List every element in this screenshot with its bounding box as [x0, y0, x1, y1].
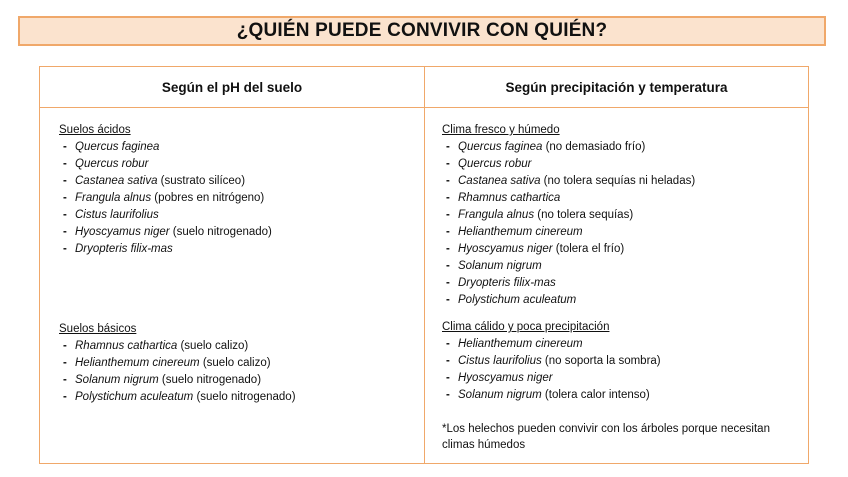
- group-title: Suelos básicos: [59, 323, 137, 335]
- species-note: (sustrato silíceo): [157, 175, 246, 187]
- species-name: Polystichum aculeatum: [458, 294, 577, 306]
- species-note: (tolera calor intenso): [541, 389, 650, 401]
- species-name: Solanum nigrum: [458, 389, 542, 401]
- species-list: [59, 139, 419, 258]
- footnote: *Los helechos pueden convivir con los árboles porque necesitan climas húmedos: [442, 423, 770, 451]
- species-name: Hyoscyamus niger: [458, 372, 553, 384]
- list-item: [59, 241, 419, 258]
- species-name: Polystichum aculeatum: [75, 391, 194, 403]
- species-note: (tolera el frío): [552, 243, 625, 255]
- list-item: [442, 207, 802, 224]
- page-title: ¿QUIÉN PUEDE CONVIVIR CON QUIÉN?: [18, 16, 826, 46]
- species-name: Rhamnus cathartica: [458, 192, 561, 204]
- species-name: Cistus laurifolius: [75, 209, 159, 221]
- group-basic-soils: [59, 321, 419, 406]
- species-note: (no demasiado frío): [542, 141, 646, 153]
- header-climate: Según precipitación y temperatura: [505, 79, 728, 95]
- species-note: (suelo nitrogenado): [169, 226, 272, 238]
- group-title: Clima cálido y poca precipitación: [442, 321, 610, 333]
- header-ph: Según el pH del suelo: [161, 79, 303, 95]
- column-divider: [424, 67, 425, 463]
- group-acid-soils: [59, 122, 419, 258]
- list-item: [442, 224, 802, 241]
- species-note: (suelo calizo): [199, 357, 271, 369]
- group-title: Suelos ácidos: [59, 124, 131, 136]
- list-item: [442, 353, 802, 370]
- species-name: Helianthemum cinereum: [458, 226, 583, 238]
- list-item: [59, 372, 419, 389]
- list-item: [59, 338, 419, 355]
- species-name: Solanum nigrum: [75, 374, 159, 386]
- list-item: [59, 173, 419, 190]
- list-item: [59, 389, 419, 406]
- list-item: [442, 156, 802, 173]
- species-note: (suelo nitrogenado): [158, 374, 262, 386]
- list-item: [59, 224, 419, 241]
- comparison-table: [39, 66, 809, 464]
- list-item: [442, 139, 802, 156]
- species-name: Quercus faginea: [458, 141, 543, 153]
- species-name: Castanea sativa: [75, 175, 158, 187]
- group-warm-dry: [442, 319, 802, 404]
- species-note: (suelo calizo): [177, 340, 249, 352]
- species-name: Castanea sativa: [458, 175, 541, 187]
- species-note: (suelo nitrogenado): [193, 391, 296, 403]
- species-name: Quercus robur: [458, 158, 532, 170]
- species-name: Hyoscyamus niger: [458, 243, 553, 255]
- species-name: Helianthemum cinereum: [75, 357, 200, 369]
- list-item: [442, 387, 802, 404]
- group-cool-humid: [442, 122, 802, 309]
- list-item: [442, 275, 802, 292]
- list-item: [442, 241, 802, 258]
- species-list: [59, 338, 419, 406]
- species-note: (no soporta la sombra): [541, 355, 661, 367]
- species-name: Quercus faginea: [75, 141, 160, 153]
- species-note: (no tolera sequías ni heladas): [540, 175, 696, 187]
- species-name: Frangula alnus: [458, 209, 535, 221]
- list-item: [442, 292, 802, 309]
- species-name: Cistus laurifolius: [458, 355, 542, 367]
- list-item: [442, 173, 802, 190]
- list-item: [442, 190, 802, 207]
- list-item: [59, 190, 419, 207]
- species-name: Dryopteris filix-mas: [75, 243, 173, 255]
- group-title: Clima fresco y húmedo: [442, 124, 560, 136]
- species-note: (no tolera sequías): [534, 209, 634, 221]
- species-name: Rhamnus cathartica: [75, 340, 178, 352]
- list-item: [59, 139, 419, 156]
- list-item: [59, 207, 419, 224]
- species-note: (pobres en nitrógeno): [151, 192, 265, 204]
- species-name: Frangula alnus: [75, 192, 152, 204]
- list-item: [442, 370, 802, 387]
- list-item: [59, 355, 419, 372]
- list-item: [442, 258, 802, 275]
- species-name: Solanum nigrum: [458, 260, 542, 272]
- species-name: Dryopteris filix-mas: [458, 277, 556, 289]
- list-item: [59, 156, 419, 173]
- list-item: [442, 336, 802, 353]
- species-name: Quercus robur: [75, 158, 149, 170]
- species-list: [442, 336, 802, 404]
- species-name: Helianthemum cinereum: [458, 338, 583, 350]
- species-list: [442, 139, 802, 309]
- species-name: Hyoscyamus niger: [75, 226, 170, 238]
